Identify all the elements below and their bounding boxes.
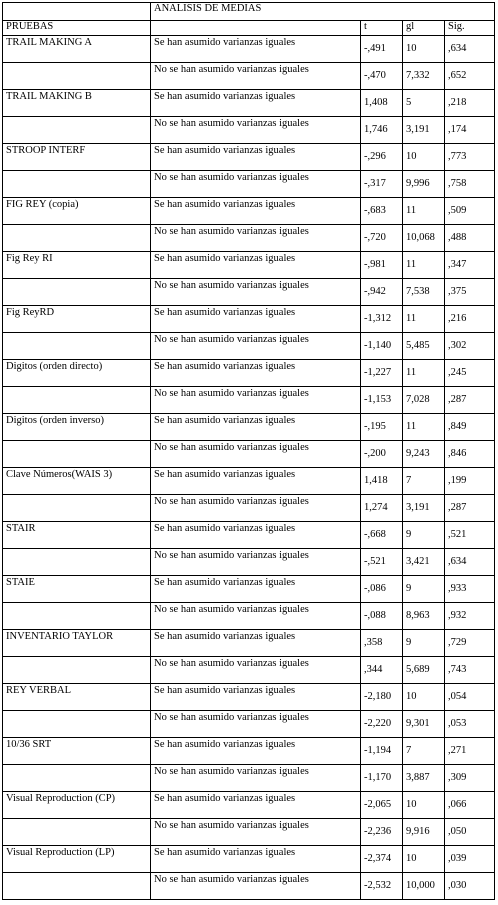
sig-value: ,302 — [445, 333, 495, 360]
gl-value: 10 — [403, 36, 445, 63]
table-row — [3, 630, 495, 657]
gl-value: 9,301 — [403, 711, 445, 738]
t-value: -,195 — [361, 414, 403, 441]
t-value: -,470 — [361, 63, 403, 90]
condition-label: Se han asumido varianzas iguales — [151, 414, 361, 441]
test-name: Visual Reproduction (CP) — [3, 792, 151, 819]
sig-value: ,849 — [445, 414, 495, 441]
sig-value: ,216 — [445, 306, 495, 333]
test-name: STAIE — [3, 576, 151, 603]
t-value: -,296 — [361, 144, 403, 171]
gl-value: 7,028 — [403, 387, 445, 414]
t-value: ,344 — [361, 657, 403, 684]
condition-label: No se han asumido varianzas iguales — [151, 819, 361, 846]
table-row — [3, 684, 495, 711]
table-row — [3, 549, 495, 576]
header-blank-cell — [3, 3, 151, 21]
t-value: ,358 — [361, 630, 403, 657]
t-value: -2,065 — [361, 792, 403, 819]
condition-label: No se han asumido varianzas iguales — [151, 711, 361, 738]
gl-value: 11 — [403, 360, 445, 387]
column-header-row — [3, 21, 495, 36]
condition-label: No se han asumido varianzas iguales — [151, 441, 361, 468]
test-name-blank — [3, 765, 151, 792]
condition-label: Se han asumido varianzas iguales — [151, 198, 361, 225]
gl-value: 7,538 — [403, 279, 445, 306]
gl-value: 3,191 — [403, 495, 445, 522]
condition-label: Se han asumido varianzas iguales — [151, 144, 361, 171]
table-row — [3, 792, 495, 819]
table-row — [3, 117, 495, 144]
test-name-blank — [3, 549, 151, 576]
table-row — [3, 252, 495, 279]
t-value: -2,374 — [361, 846, 403, 873]
table-row — [3, 765, 495, 792]
table-row — [3, 306, 495, 333]
gl-value: 5,485 — [403, 333, 445, 360]
condition-label: Se han asumido varianzas iguales — [151, 792, 361, 819]
condition-label: Se han asumido varianzas iguales — [151, 738, 361, 765]
table-row — [3, 36, 495, 63]
gl-value: 10,068 — [403, 225, 445, 252]
sig-value: ,509 — [445, 198, 495, 225]
sig-value: ,488 — [445, 225, 495, 252]
test-name-blank — [3, 387, 151, 414]
t-value: -1,227 — [361, 360, 403, 387]
gl-value: 10 — [403, 792, 445, 819]
sig-value: ,050 — [445, 819, 495, 846]
sig-value: ,743 — [445, 657, 495, 684]
t-value: -1,170 — [361, 765, 403, 792]
gl-value: 9 — [403, 576, 445, 603]
sig-value: ,309 — [445, 765, 495, 792]
condition-label: Se han asumido varianzas iguales — [151, 630, 361, 657]
t-value: -2,220 — [361, 711, 403, 738]
table-row — [3, 468, 495, 495]
condition-label: No se han asumido varianzas iguales — [151, 63, 361, 90]
test-name: 10/36 SRT — [3, 738, 151, 765]
gl-value: 3,421 — [403, 549, 445, 576]
table-row — [3, 171, 495, 198]
condition-label: No se han asumido varianzas iguales — [151, 171, 361, 198]
t-value: 1,274 — [361, 495, 403, 522]
condition-label: No se han asumido varianzas iguales — [151, 387, 361, 414]
condition-label: No se han asumido varianzas iguales — [151, 765, 361, 792]
sig-value: ,347 — [445, 252, 495, 279]
t-value: -1,312 — [361, 306, 403, 333]
t-value: -,317 — [361, 171, 403, 198]
table-row — [3, 495, 495, 522]
test-name: Fig Rey RI — [3, 252, 151, 279]
sig-value: ,521 — [445, 522, 495, 549]
condition-label: No se han asumido varianzas iguales — [151, 117, 361, 144]
table-row — [3, 63, 495, 90]
gl-value: 9,996 — [403, 171, 445, 198]
test-name-blank — [3, 873, 151, 900]
t-value: 1,746 — [361, 117, 403, 144]
gl-value: 9 — [403, 522, 445, 549]
table-row — [3, 738, 495, 765]
t-value: 1,408 — [361, 90, 403, 117]
condition-label: Se han asumido varianzas iguales — [151, 36, 361, 63]
condition-label: Se han asumido varianzas iguales — [151, 522, 361, 549]
sig-value: ,066 — [445, 792, 495, 819]
t-value: -,088 — [361, 603, 403, 630]
sig-value: ,758 — [445, 171, 495, 198]
sig-value: ,932 — [445, 603, 495, 630]
t-value: -,200 — [361, 441, 403, 468]
test-name: TRAIL MAKING A — [3, 36, 151, 63]
test-name: Digitos (orden inverso) — [3, 414, 151, 441]
gl-value: 8,963 — [403, 603, 445, 630]
title-row — [3, 3, 495, 21]
gl-value: 11 — [403, 198, 445, 225]
gl-value: 11 — [403, 414, 445, 441]
table-row — [3, 90, 495, 117]
gl-value: 11 — [403, 252, 445, 279]
condition-label: Se han asumido varianzas iguales — [151, 576, 361, 603]
table-row — [3, 819, 495, 846]
test-name-blank — [3, 495, 151, 522]
test-name-blank — [3, 603, 151, 630]
gl-value: 10,000 — [403, 873, 445, 900]
condition-label: Se han asumido varianzas iguales — [151, 684, 361, 711]
table-row — [3, 846, 495, 873]
gl-value: 10 — [403, 144, 445, 171]
t-value: -,521 — [361, 549, 403, 576]
table-row — [3, 279, 495, 306]
condition-label: No se han asumido varianzas iguales — [151, 873, 361, 900]
col-header-sig: Sig. — [445, 21, 495, 36]
gl-value: 5,689 — [403, 657, 445, 684]
test-name: INVENTARIO TAYLOR — [3, 630, 151, 657]
gl-value: 10 — [403, 684, 445, 711]
condition-label: No se han asumido varianzas iguales — [151, 603, 361, 630]
table-row — [3, 333, 495, 360]
sig-value: ,287 — [445, 387, 495, 414]
sig-value: ,933 — [445, 576, 495, 603]
test-name: Visual Reproduction (LP) — [3, 846, 151, 873]
test-name: STAIR — [3, 522, 151, 549]
analysis-table — [2, 2, 495, 900]
condition-label: Se han asumido varianzas iguales — [151, 252, 361, 279]
sig-value: ,054 — [445, 684, 495, 711]
table-title: ANALISIS DE MEDIAS — [151, 3, 495, 21]
condition-label: No se han asumido varianzas iguales — [151, 333, 361, 360]
sig-value: ,174 — [445, 117, 495, 144]
gl-value: 5 — [403, 90, 445, 117]
table-row — [3, 657, 495, 684]
sig-value: ,039 — [445, 846, 495, 873]
condition-label: Se han asumido varianzas iguales — [151, 306, 361, 333]
condition-label: No se han asumido varianzas iguales — [151, 549, 361, 576]
t-value: -1,194 — [361, 738, 403, 765]
test-name: STROOP INTERF — [3, 144, 151, 171]
t-value: -1,140 — [361, 333, 403, 360]
condition-label: Se han asumido varianzas iguales — [151, 90, 361, 117]
condition-label: No se han asumido varianzas iguales — [151, 495, 361, 522]
sig-value: ,375 — [445, 279, 495, 306]
gl-value: 11 — [403, 306, 445, 333]
test-name-blank — [3, 279, 151, 306]
sig-value: ,773 — [445, 144, 495, 171]
condition-label: Se han asumido varianzas iguales — [151, 846, 361, 873]
gl-value: 9,916 — [403, 819, 445, 846]
table-row — [3, 414, 495, 441]
test-name: Fig ReyRD — [3, 306, 151, 333]
sig-value: ,053 — [445, 711, 495, 738]
test-name-blank — [3, 117, 151, 144]
table-row — [3, 522, 495, 549]
table-row — [3, 144, 495, 171]
t-value: -2,236 — [361, 819, 403, 846]
t-value: -,942 — [361, 279, 403, 306]
test-name: REY VERBAL — [3, 684, 151, 711]
col-header-gl: gl — [403, 21, 445, 36]
table-row — [3, 603, 495, 630]
t-value: -2,532 — [361, 873, 403, 900]
col-header-blank — [151, 21, 361, 36]
sig-value: ,287 — [445, 495, 495, 522]
t-value: -,981 — [361, 252, 403, 279]
t-value: -,086 — [361, 576, 403, 603]
table-row — [3, 387, 495, 414]
table-row — [3, 225, 495, 252]
test-name: TRAIL MAKING B — [3, 90, 151, 117]
test-name-blank — [3, 225, 151, 252]
sig-value: ,846 — [445, 441, 495, 468]
sig-value: ,030 — [445, 873, 495, 900]
condition-label: No se han asumido varianzas iguales — [151, 279, 361, 306]
sig-value: ,652 — [445, 63, 495, 90]
gl-value: 3,887 — [403, 765, 445, 792]
test-name: FIG REY (copia) — [3, 198, 151, 225]
sig-value: ,271 — [445, 738, 495, 765]
col-header-t: t — [361, 21, 403, 36]
test-name-blank — [3, 333, 151, 360]
table-row — [3, 711, 495, 738]
gl-value: 10 — [403, 846, 445, 873]
gl-value: 3,191 — [403, 117, 445, 144]
gl-value: 7,332 — [403, 63, 445, 90]
sig-value: ,218 — [445, 90, 495, 117]
table-row — [3, 360, 495, 387]
table-row — [3, 576, 495, 603]
condition-label: No se han asumido varianzas iguales — [151, 225, 361, 252]
condition-label: No se han asumido varianzas iguales — [151, 657, 361, 684]
test-name-blank — [3, 657, 151, 684]
col-header-pruebas: PRUEBAS — [3, 21, 151, 36]
sig-value: ,199 — [445, 468, 495, 495]
t-value: 1,418 — [361, 468, 403, 495]
sig-value: ,634 — [445, 36, 495, 63]
test-name-blank — [3, 819, 151, 846]
t-value: -,683 — [361, 198, 403, 225]
condition-label: Se han asumido varianzas iguales — [151, 468, 361, 495]
test-name-blank — [3, 441, 151, 468]
test-name-blank — [3, 63, 151, 90]
sig-value: ,245 — [445, 360, 495, 387]
condition-label: Se han asumido varianzas iguales — [151, 360, 361, 387]
gl-value: 7 — [403, 738, 445, 765]
table-row — [3, 198, 495, 225]
gl-value: 7 — [403, 468, 445, 495]
test-name: Digitos (orden directo) — [3, 360, 151, 387]
test-name-blank — [3, 711, 151, 738]
table-row — [3, 873, 495, 900]
table-row — [3, 441, 495, 468]
test-name: Clave Números(WAIS 3) — [3, 468, 151, 495]
gl-value: 9,243 — [403, 441, 445, 468]
sig-value: ,729 — [445, 630, 495, 657]
t-value: -2,180 — [361, 684, 403, 711]
t-value: -1,153 — [361, 387, 403, 414]
t-value: -,720 — [361, 225, 403, 252]
t-value: -,668 — [361, 522, 403, 549]
sig-value: ,634 — [445, 549, 495, 576]
gl-value: 9 — [403, 630, 445, 657]
t-value: -,491 — [361, 36, 403, 63]
test-name-blank — [3, 171, 151, 198]
